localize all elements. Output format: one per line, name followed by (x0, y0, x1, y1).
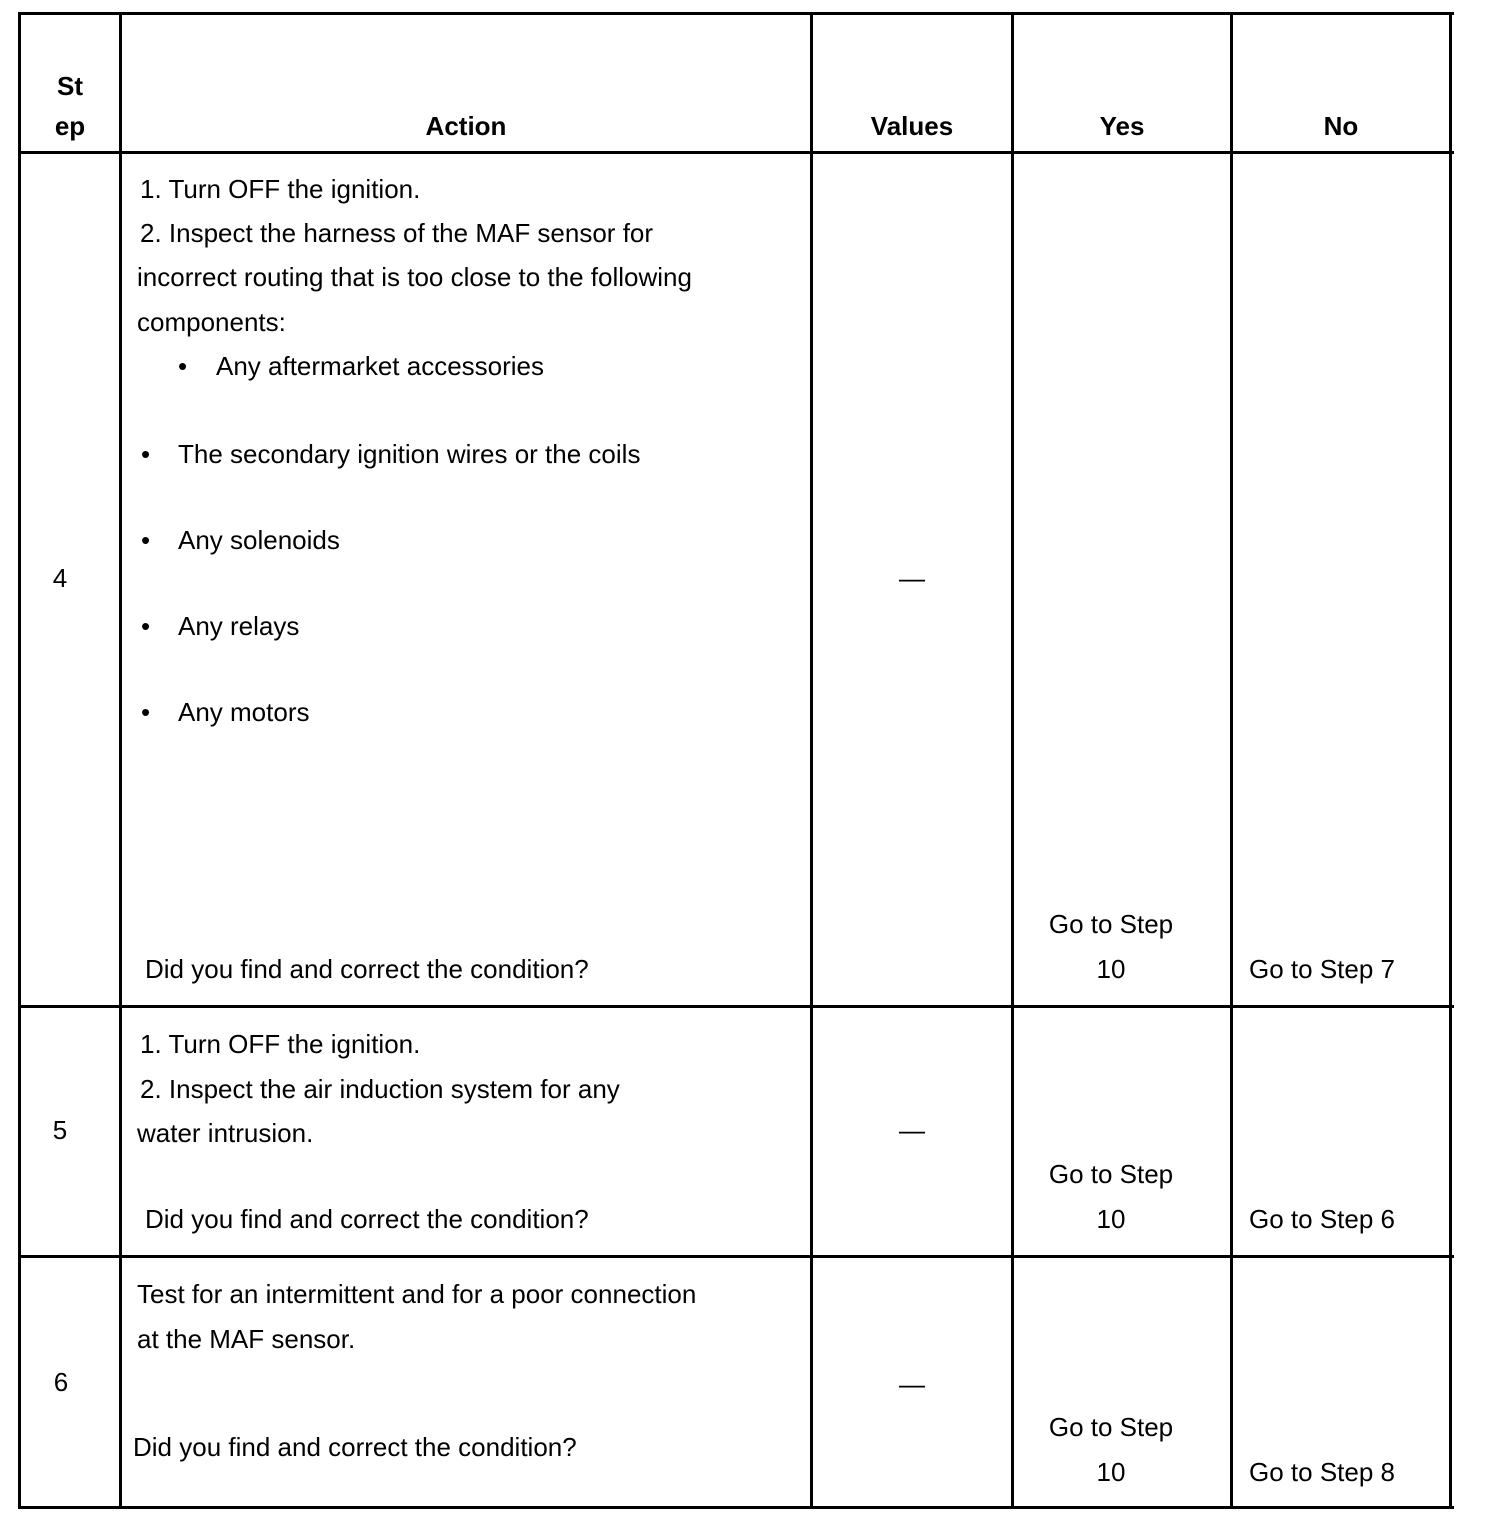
table-border-right (1449, 12, 1452, 1509)
question: Did you find and correct the condition? (133, 1432, 577, 1462)
bullet-item: Any aftermarket accessories (216, 351, 545, 381)
header-step-line1: St (57, 71, 83, 101)
table-border-left (18, 12, 21, 1509)
yes-action-line2: 10 (1096, 1457, 1126, 1487)
column-divider-yes (1230, 12, 1233, 1509)
column-divider-values (1011, 12, 1014, 1509)
step-number: 4 (52, 563, 68, 593)
action-line: 1. Turn OFF the ignition. (140, 174, 421, 204)
yes-action-line2: 10 (1096, 954, 1126, 984)
step-number: 5 (52, 1115, 68, 1145)
yes-action-line1: Go to Step (1048, 1412, 1174, 1442)
table-border-bottom (18, 1506, 1454, 1509)
action-line: incorrect routing that is too close to the following (137, 262, 692, 292)
row-divider-5 (18, 1255, 1454, 1258)
bullet-icon: • (141, 525, 151, 555)
bullet-item: Any motors (178, 697, 310, 727)
no-action: Go to Step 6 (1249, 1204, 1395, 1234)
yes-action-line1: Go to Step (1048, 1159, 1174, 1189)
step-number: 6 (53, 1367, 69, 1397)
bullet-item: Any relays (178, 611, 300, 641)
header-divider (18, 151, 1454, 154)
header-step-line2: ep (54, 111, 86, 141)
no-action: Go to Step 7 (1249, 954, 1395, 984)
action-line: Test for an intermittent and for a poor connection (137, 1279, 697, 1309)
table-border-top (18, 12, 1454, 15)
value: — (899, 1369, 925, 1399)
action-line: 1. Turn OFF the ignition. (140, 1029, 421, 1059)
action-line: water intrusion. (137, 1118, 314, 1148)
header-action: Action (425, 111, 507, 141)
column-divider-step (119, 12, 122, 1509)
bullet-icon: • (141, 439, 151, 469)
row-divider-4 (18, 1005, 1454, 1008)
column-divider-action (810, 12, 813, 1509)
action-line: components: (137, 307, 286, 337)
bullet-icon: • (141, 611, 151, 641)
bullet-item: Any solenoids (178, 525, 340, 555)
question: Did you find and correct the condition? (145, 954, 589, 984)
bullet-item: The secondary ignition wires or the coils (178, 439, 641, 469)
action-line: 2. Inspect the harness of the MAF sensor for (140, 218, 654, 248)
yes-action-line2: 10 (1096, 1204, 1126, 1234)
yes-action-line1: Go to Step (1048, 909, 1174, 939)
action-line: at the MAF sensor. (137, 1324, 356, 1354)
bullet-icon: • (178, 351, 188, 381)
header-no: No (1323, 111, 1359, 141)
header-yes: Yes (1099, 111, 1145, 141)
question: Did you find and correct the condition? (145, 1204, 589, 1234)
diagnostic-table (18, 12, 1452, 1509)
value: — (899, 1115, 925, 1145)
header-values: Values (870, 111, 954, 141)
action-line: 2. Inspect the air induction system for any (140, 1074, 620, 1104)
bullet-icon: • (141, 697, 151, 727)
no-action: Go to Step 8 (1249, 1457, 1395, 1487)
value: — (899, 563, 925, 593)
